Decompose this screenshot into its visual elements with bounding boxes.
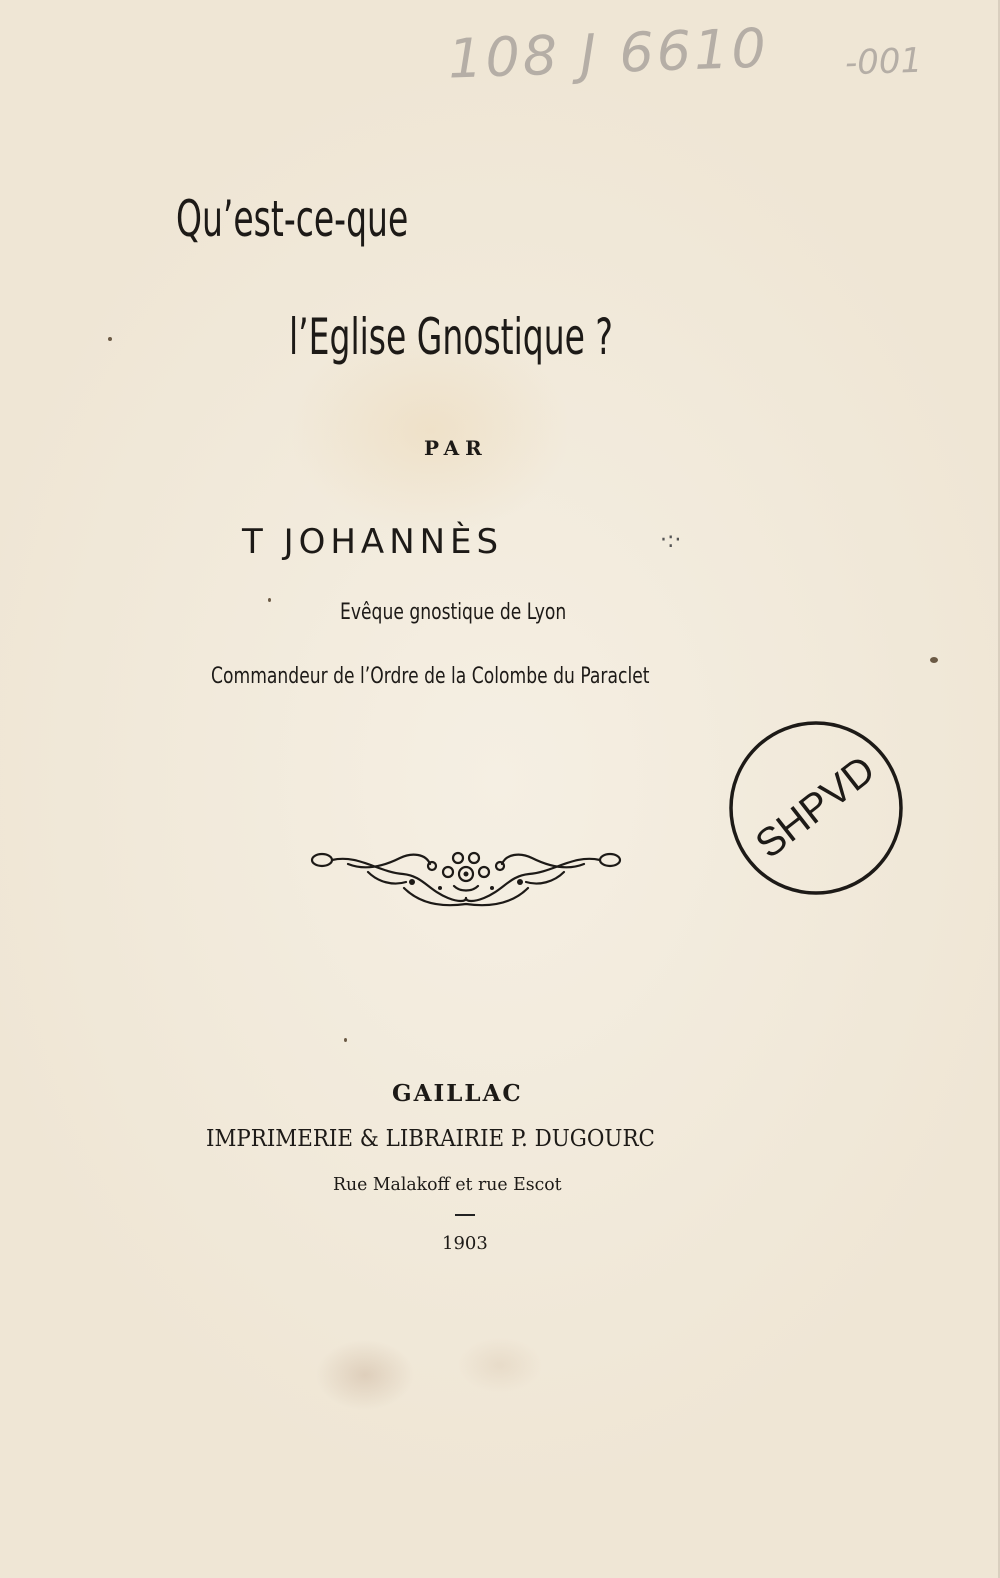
- publisher-name: IMPRIMERIE & LIBRAIRIE P. DUGOURC: [206, 1126, 655, 1152]
- title-line-2: l’Eglise Gnostique ?: [289, 308, 613, 366]
- publisher-address: Rue Malakoff et rue Escot: [333, 1174, 562, 1195]
- library-stamp: [726, 718, 906, 898]
- author-role-1: Evêque gnostique de Lyon: [340, 600, 567, 625]
- paper-speck: [930, 657, 938, 663]
- paper-speck: [108, 337, 112, 341]
- author-mark: ·:·: [660, 528, 682, 553]
- author-name: T JOHANNÈS: [242, 522, 504, 562]
- stamp-text: SHPVD: [747, 747, 884, 867]
- ornament-fleuron: [308, 842, 624, 914]
- paper-speck: [268, 598, 271, 602]
- publisher-city: GAILLAC: [392, 1080, 523, 1107]
- publication-year: 1903: [442, 1233, 488, 1254]
- paper-speck: [344, 1038, 347, 1042]
- call-number-suffix: -001: [844, 40, 923, 84]
- title-line-1: Qu’est-ce-que: [176, 190, 409, 248]
- byline-par: PAR: [424, 436, 488, 460]
- call-number: 108 J 6610: [446, 16, 770, 91]
- separator-rule: [455, 1214, 475, 1216]
- author-role-2: Commandeur de l’Ordre de la Colombe du Paraclet: [211, 664, 650, 689]
